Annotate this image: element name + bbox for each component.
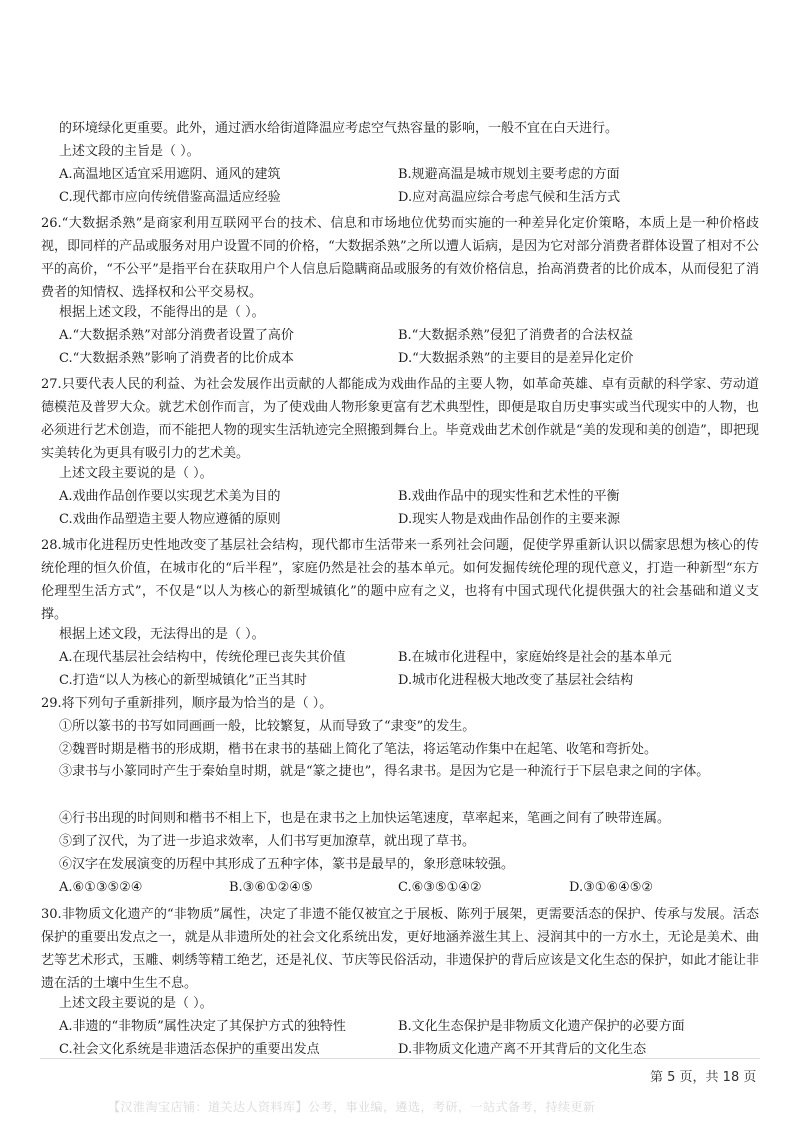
q30-option-c: C.社会文化系统是非遗活态保护的重要出发点 <box>59 1042 320 1057</box>
q28-option-d: D.城市化进程极大地改变了基层社会结构 <box>398 673 634 688</box>
q27-option-a: A.戏曲作品创作要以实现艺术美为目的 <box>59 489 281 504</box>
q26-passage: 26.“大数据杀熟”是商家利用互联网平台的技术、信息和市场地位优势而实施的一种差异化定价策略，本质上是一种价格歧视，即同样的产品或服务对用户设置不同的价格，“大数据杀熟”之所以遭人诟病，是因为它对部分消费者群体设置了相对不公平的高价，“不公平”是指平台在获取用户个人信息后隐瞒商品或服务的有效价格信息，抬高消费者的比价成本，从而侵犯了消费者的知情权、选择权和公平交易权。 <box>41 216 759 300</box>
q26-option-b: B.“大数据杀熟”侵犯了消费者的合法权益 <box>398 328 633 343</box>
q27-option-c: C.戏曲作品塑造主要人物应遵循的原则 <box>59 512 281 527</box>
q29-sentence-6: ⑥汉字在发展演变的历程中其形成了五种字体，篆书是最早的，象形意味较强。 <box>59 857 515 872</box>
q27-option-b: B.戏曲作品中的现实性和艺术性的平衡 <box>398 489 620 504</box>
q29-option-c: C.⑥③⑤①④② <box>398 880 482 895</box>
q29-stem: 29.将下列句子重新排列，顺序最为恰当的是（ ）。 <box>41 696 333 711</box>
q26-option-c: C.“大数据杀熟”影响了消费者的比价成本 <box>59 351 294 366</box>
q25-option-b: B.规避高温是城市规划主要考虑的方面 <box>398 167 620 182</box>
q29-sentence-4: ④行书出现的时间则和楷书不相上下，也是在隶书之上加快运笔速度，草率起来，笔画之间有了映带连属。 <box>59 811 671 826</box>
q28-option-a: A.在现代基层社会结构中，传统伦理已丧失其价值 <box>59 650 346 665</box>
q25-option-c: C.现代都市应向传统借鉴高温适应经验 <box>59 190 281 205</box>
q30-passage: 30.非物质文化遗产的“非物质”属性，决定了非遗不能仅被宜之于展板、陈列于展架，更需要活态的保护、传承与发展。活态保护的重要出发点之一，就是从非遗所处的社会文化系统出发，更好地涵养滋生其上、浸润其中的一方水土，无论是美术、曲艺等艺术形式，玉雕、刺绣等精工绝艺，还是礼仪、节庆等民俗活动，非遗保护的背后应该是文化生态的保护，如此才能让非遗在活的土壤中生生不息。 <box>41 907 759 991</box>
q25-option-a: A.高温地区适宜采用遮阴、通风的建筑 <box>59 167 281 182</box>
q29-sentence-3: ③隶书与小篆同时产生于秦始皇时期，就是“篆之捷也”，得名隶书。是因为它是一种流行于下层皂隶之间的字体。 <box>59 764 710 779</box>
q29-option-b: B.③⑥①②④⑤ <box>229 880 313 895</box>
q27-stem: 上述文段主要说的是（ ）。 <box>59 466 213 481</box>
q27-passage: 27.只要代表人民的利益、为社会发展作出贡献的人都能成为戏曲作品的主要人物，如革命英雄、卓有贡献的科学家、劳动道德模范及普罗大众。就艺术创作而言，为了使戏曲人物形象更富有艺术典型性，即便是取自历史事实或当代现实中的人物，也必须进行艺术创造，而不能把人物的现实生活轨迹完全照搬到舞台上。毕竟戏曲艺术创作就是“美的发现和美的创造”，即把现实美转化为更具有吸引力的艺术美。 <box>41 377 759 461</box>
q28-option-c: C.打造“以人为核心的新型城镇化”正当其时 <box>59 673 307 688</box>
watermark-text: 【汉淮淘宝店铺：道关达人资料库】公考，事业编，遴选，考研，一站式备考，持续更新 <box>108 1100 596 1114</box>
q26-stem: 根据上述文段，不能得出的是（ ）。 <box>59 305 265 320</box>
q27-option-d: D.现实人物是戏曲作品创作的主要来源 <box>398 512 621 527</box>
q25-option-d: D.应对高温应综合考虑气候和生活方式 <box>398 190 621 205</box>
q30-option-a: A.非遗的“非物质”属性决定了其保护方式的独特性 <box>59 1019 346 1034</box>
q25-continuation: 的环境绿化更重要。此外，通过洒水给街道降温应考虑空气热容量的影响，一般不宜在白天进行。 <box>59 121 619 136</box>
page-number: 第 5 页，共 18 页 <box>650 1070 757 1085</box>
q29-option-d: D.③①⑥④⑤② <box>569 880 654 895</box>
q29-option-a: A.⑥①③⑤②④ <box>59 880 143 895</box>
q30-option-b: B.文化生态保护是非物质文化遗产保护的必要方面 <box>398 1019 685 1034</box>
q26-option-a: A.“大数据杀熟”对部分消费者设置了高价 <box>59 328 294 343</box>
q26-option-d: D.“大数据杀熟”的主要目的是差异化定价 <box>398 351 634 366</box>
q30-stem: 上述文段主要说的是（ ）。 <box>59 996 213 1011</box>
q28-stem: 根据上述文段，无法得出的是（ ）。 <box>59 627 265 642</box>
q29-sentence-2: ②魏晋时期是楷书的形成期，楷书在隶书的基础上简化了笔法，将运笔动作集中在起笔、收笔和弯折处。 <box>59 742 658 757</box>
q29-sentence-1: ①所以篆书的书写如同画画一般，比较繁复，从而导致了“隶变”的发生。 <box>59 719 476 734</box>
q29-sentence-5: ⑤到了汉代，为了进一步追求效率，人们书写更加潦草，就出现了草书。 <box>59 834 476 849</box>
q30-option-d: D.非物质文化遗产离不开其背后的文化生态 <box>398 1042 647 1057</box>
footer-divider <box>40 1058 760 1059</box>
q28-option-b: B.在城市化进程中，家庭始终是社会的基本单元 <box>398 650 672 665</box>
q28-passage: 28.城市化进程历史性地改变了基层社会结构，现代都市生活带来一系列社会问题，促使学界重新认识以儒家思想为核心的传统伦理的恒久价值，在城市化的“后半程”，家庭仍然是社会的基本单元。如何发掘传统伦理的现代意义，打造一种新型“东方伦理型生活方式”，不仅是“以人为核心的新型城镇化”的题中应有之义，也将有中国式现代化提供强大的社会基础和道义支撑。 <box>41 538 759 622</box>
q25-stem: 上述文段的主旨是（ ）。 <box>59 144 200 159</box>
